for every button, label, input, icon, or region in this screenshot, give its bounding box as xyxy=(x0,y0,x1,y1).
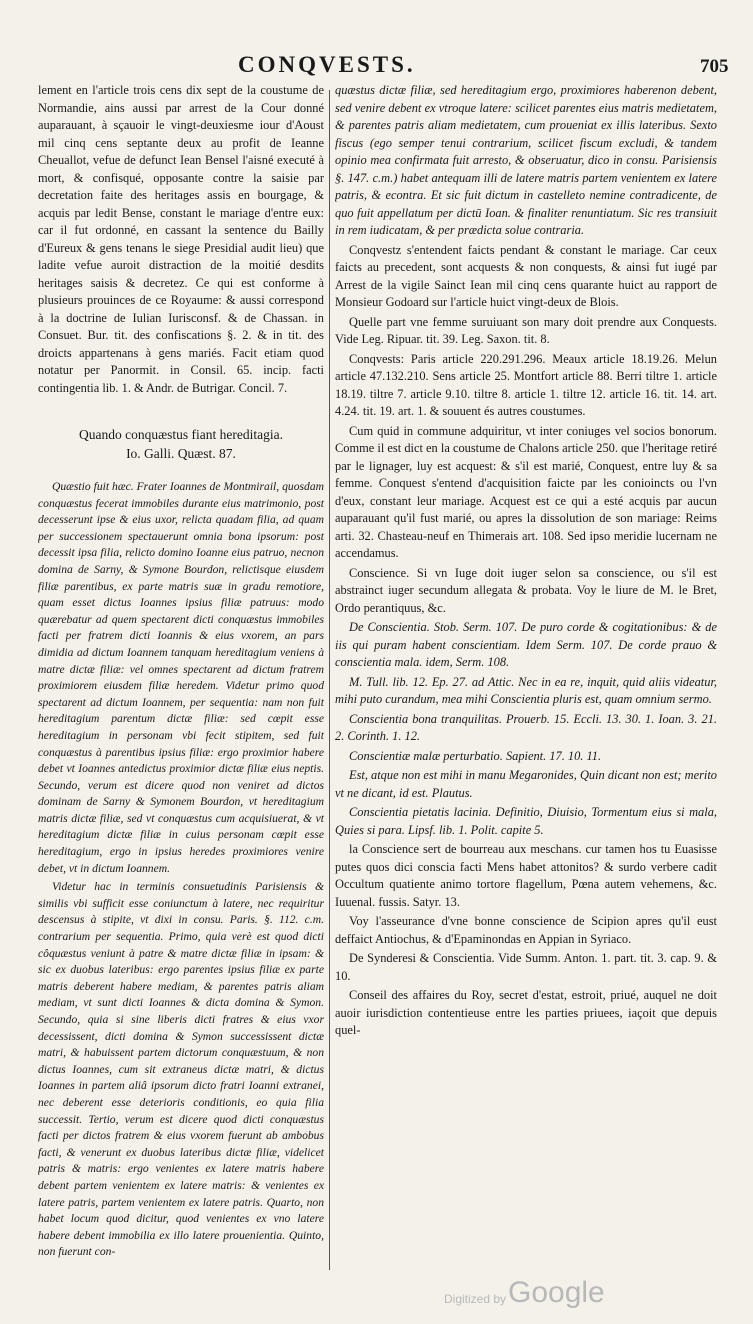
right-paragraph-14: Voy l'asseurance d'vne bonne conscience de Scipion apres qu'il eust deffaict Antiochus, & d'Epaminondas en Appian in Syriaco. xyxy=(335,914,717,946)
right-paragraph-4: Conqvests: Paris article 220.291.296. Meaux article 18.19.26. Melun article 47.132.210. Sens article 25. Montfort article 88. Berri tiltre 1. article 18.19. tiltre 7. article 9.10. tiltre 8. article 1. tiltre 12. article 16. tit. 14. art. 4.24. tit. 19. art. 1. & souuent és autres coustumes. xyxy=(335,351,717,418)
right-column xyxy=(335,82,717,1282)
watermark-prefix: Digitized by xyxy=(444,1292,507,1306)
right-paragraph-3: Quelle part vne femme suruiuant son mary doit prendre aux Conquests. Vide Leg. Ripuar. tit. 39. Leg. Saxon. tit. 8. xyxy=(335,314,717,346)
page-number: 705 xyxy=(700,56,729,77)
right-paragraph-13: la Conscience sert de bourreau aux meschans. cur tamen hos tu Euasisse putes quos dici conscia facti Mens habet attonitos? & surdo verbere cadit Occultum quatiente animo tortore flagellum, Pœna autem vehemens, &c. Iuuenal. fussis. Satyr. 13. xyxy=(335,842,717,909)
right-paragraph-5: Cum quid in commune adquiritur, vt inter coniuges vel socios bonorum. Comme il est dict en la coustume de Chalons article 250. que l'heritage retiré par le lignager, luy est acquest: & s'il est marié, Conquest, entre luy & sa femme. Conquest s'entend d'acquisition faicte par les conioincts ou l'vn d'eux, constant leur mariage. Acquest est ce qui a esté acquis par aucun auparauant qu'il fust marié, ou apres la dissolution de son mariage: Reims arti. 32. Chasteau-neuf en Thimerais art. 108. Sed ipso meridie lucernam ne accendamus. xyxy=(335,423,717,560)
section-heading-source: Io. Galli. Quæst. 87. xyxy=(126,446,236,461)
right-paragraph-1: quæstus dictæ filiæ, sed hereditagium ergo, proximiores haberenon debent, sed venire debent ex vtroque latere: scilicet parentes eius matris medietatem, & parentes patris aliam medietatem, cum proueniat ex illis lateribus. Sexto fiscus (ego semper tenui contrarium, scilicet fiscum excludi, & tandem opinio mea confirmata fuit arresto, & obseruatur, dico in consu. Parisiensis §. 147. c.m.) habet antequam illi de latere matris partem venientem ex latere patris, & econtra. Et sic fuit dictum in castelleto nemine contradicente, de quo fuit appellatum per dictū Ioan. & finaliter renuntiatum. Sic res transiuit in rem iudicatam, & per prædicta solue contraria. xyxy=(335,83,717,237)
digitized-watermark xyxy=(444,1276,644,1316)
right-paragraph-16: Conseil des affaires du Roy, secret d'estat, estroit, priué, auquel ne doit auoir iurisdiction contentieuse entre les parties priuees, iaçoit que depuis quel- xyxy=(335,988,717,1037)
latin-videtur-paragraph: Videtur hac in terminis consuetudinis Parisiensis & similis vbi sufficit esse coniunctum à latere, nec requiritur descensus à stipite, vt dixi in consu. Paris. §. 112. c.m. contrarium per sequentia. Primo, quia verè est quod dicti côquæstus veniunt à patre & matre dictæ filiæ in ipsam: & sic ex duobus lateribus: ergo parentes ipsius filiæ ex parte matris deberent habere mediam, & parentes patris aliam mediam, vt sunt dicti Ioannes & dicta domina & Symon. Secundo, quia si sine liberis dicti fratres & eius vxor decessissent, dicti domina & Symon successissent dictæ matri, & habuissent partem dictorum conquæstuum, & non dictus Ioannes, cum sit extraneus dictæ matri, & dictus Ioannes in partem aliâ ipsorum dicto fratri Ioanni extranei, nec deberent esse deterioris conditionis, eo quia filia successit. Tertio, verum est dicere quod dicti conquæstus facti per dictos fratrem & eius vxorem fuerunt ab ambobus facti, & venerunt ex duobus lateribus dictæ filiæ, videlicet patris & matris: ergo venientes ex latere matris habere debent partem venientem ex latere matris: & venientes ex latere patris, partem venientem ex latere patris. Quarto, non habet locum quod dicitur, quod venientes ex vno latere habere debent immobilia ex illo latere prouenientia. Quinto, non fuerunt con- xyxy=(38,880,324,1259)
right-paragraph-7: De Conscientia. Stob. Serm. 107. De puro corde & cogitationibus: & de iis qui puram habent conscientiam. Idem Serm. 107. De corde prauo & conscientia mala. idem, Serm. 108. xyxy=(335,620,717,669)
latin-quaestio-paragraph: Quæstio fuit hæc. Frater Ioannes de Montmirail, quosdam conquæstus fecerat immobiles durante eius matrimonio, post decesserunt ipse & eius uxor, relicta quadam filia, ad quam per successionem spectauerunt omnia bona ipsorum: post decessit ipsa filia, relicto domino Ioanne eius patruo, necnon domina de Sarny, & Symone Bourdon, relictisque eiusdem filiæ parentibus, ex parte matris suæ in gradu remotiore, quam esset dictus Ioannes ipsius filiæ patruus: modo quærebatur ad quem spectarent dicti conquæstus immobiles facti per fratrem dicti Ioannis & eius vxorem, an pars dimidia ad dictum Ioannem tanquam hereditagium veniens à matre dictæ filiæ: vel omnes spectarent ad dictum fratrem proximiorem eiusdem filiæ heredem. Videtur primo quod spectarent ad dictum Ioannem, per sequentia: nam non fuit hereditagium parentum dictæ filiæ: sed cœpit esse hereditagium in personam vbi fecit stipitem, sed fuit conquæstus à parentibus ipsius filiæ: ergo proximior habere debet vt Ioannes antedictus proximior dictæ filiæ eius neptis. Secundo, verum est dicere quod non veniret ad dictos dominam de Sarny & Symonem Bourdon, vt hereditagium matris dictæ filiæ, sed vt conquæstus cum acquisiuerat, & vt hereditagium dictæ filiæ in cuius personam cœpit esse hereditagium, ergo in ipsius heredes proximiores venire debet, vt in dictum Ioannem. xyxy=(38,480,324,875)
right-paragraph-10: Conscientiæ malæ perturbatio. Sapient. 17. 10. 11. xyxy=(349,748,602,763)
section-heading-title: Quando conquæstus fiant hereditagia. xyxy=(79,427,283,442)
left-column xyxy=(38,82,324,1282)
right-paragraph-8: M. Tull. lib. 12. Ep. 27. ad Attic. Nec in ea re, inquit, quid aliis videatur, mihi puto curandum, mea mihi Conscientia pluris est, quam omnium sermo. xyxy=(335,674,717,706)
google-logo: Google xyxy=(508,1276,605,1309)
right-paragraph-9: Conscientia bona tranquilitas. Prouerb. 15. Eccli. 13. 30. 1. Ioan. 3. 21. 2. Corinth. 1. 12. xyxy=(335,711,717,743)
section-heading xyxy=(38,425,324,463)
left-intro-paragraph: lement en l'article trois cens dix sept de la coustume de Normandie, ains aussi par arrest de la Cour donné auparauant, à sçauoir le vingt-deuxiesme iour d'Aoust mil cinq cens septante deux au profit de Ieanne Cheuallot, vefue de defunct Iean Bensel l'aisné executé à mort, & confisqué, opposante contre la saisie par decretation faite des heritages assis en bourgage, & acquis par ledit Bense, constant le mariage d'entre eux: car il fut ordonné, en cassant la sentence du Bailly d'Eureux & gens tenans le siege Presidial audit lieu) que ladite vefue auroit distraction de la moitié desdits heritages saisis & decretez. Ce qui est conforme à plusieurs prouinces de ce Royaume: & aussi correspond à la doctrine de Iulian Iurisconsf. & de Chassan. in Consuet. Bur. tit. des confiscations §. 2. & in tit. des droicts appartenans à gens mariés. Facit etiam quod notatur per Panormit. in Consil. 65. incip. facti contingentia lib. 1. & Andr. de Butrigar. Concil. 7. xyxy=(38,83,324,395)
right-paragraph-6: Conscience. Si vn Iuge doit iuger selon sa conscience, ou s'il est abstrainct iuger secundum allegata & probata. Voy le liure de M. le Bret, Ordo perantiquus, &c. xyxy=(335,565,717,615)
column-divider xyxy=(329,90,330,1270)
running-title: CONQVESTS. xyxy=(238,52,416,77)
right-paragraph-11: Est, atque non est mihi in manu Megaronides, Quin dicant non est; merito vt ne dicant, id est. Plautus. xyxy=(335,768,717,800)
right-paragraph-2: Conqvestz s'entendent faicts pendant & constant le mariage. Car ceux faicts au precedent, sont acquests & non conquests, & ainsi fut iugé par Arrest de la vigile Sainct Iean mil cinq cens quarante huict au rapport de Monsieur Godoard sur l'article huict vingt-deux de Blois. xyxy=(335,242,717,309)
right-paragraph-15: De Synderesi & Conscientia. Vide Summ. Anton. 1. part. tit. 3. cap. 9. & 10. xyxy=(335,951,717,983)
right-paragraph-12: Conscientia pietatis lacinia. Definitio, Diuisio, Tormentum eius si mala, Quies si para. Lipsf. lib. 1. Polit. capite 5. xyxy=(335,805,717,837)
page-header xyxy=(0,48,753,82)
